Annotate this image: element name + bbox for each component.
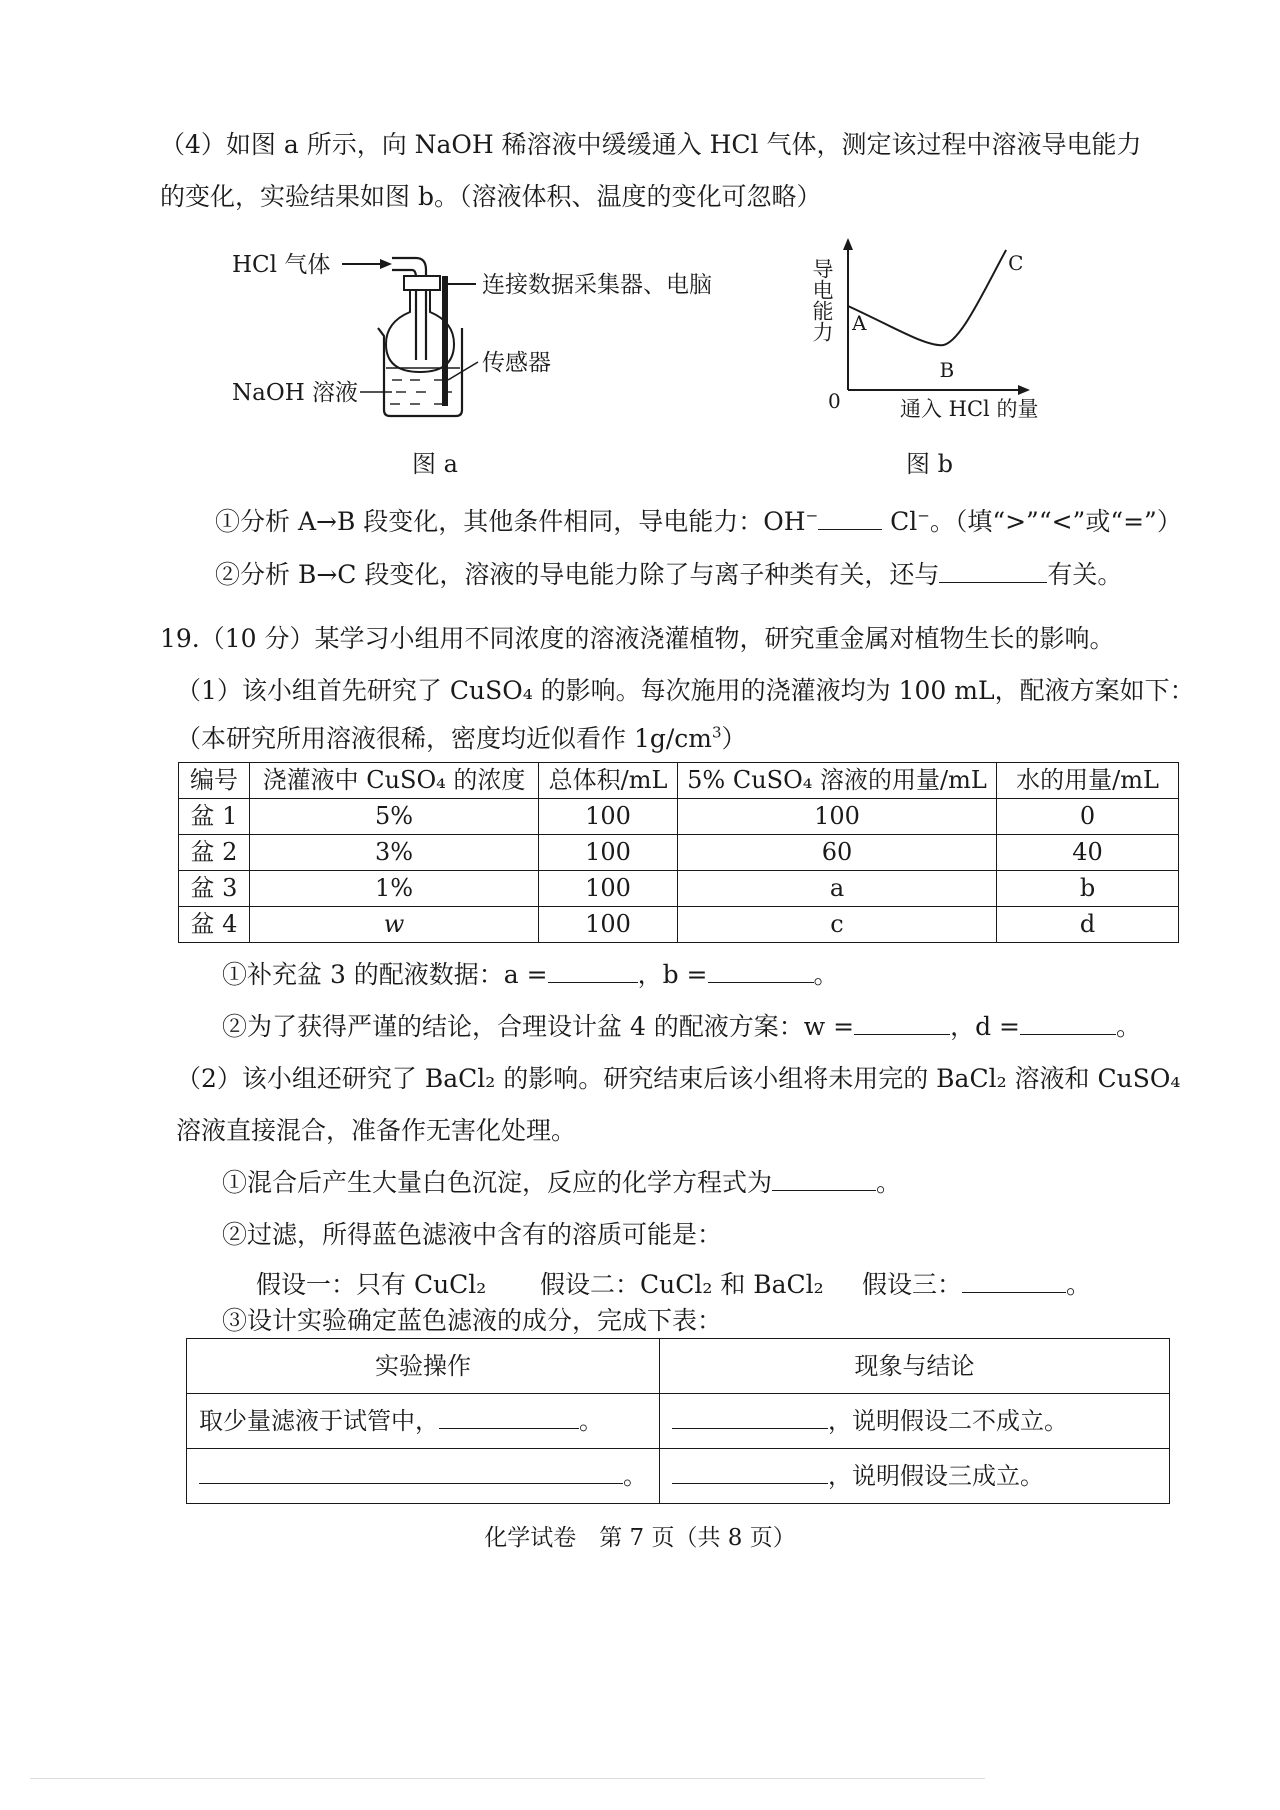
chart-ylabel: 导电能力	[810, 258, 834, 342]
q18-sub1-cl: Cl	[890, 507, 918, 536]
table-cell: 3%	[250, 835, 539, 871]
answer-blank-res1[interactable]	[672, 1406, 828, 1429]
table-cell: 100	[539, 907, 678, 943]
experiment-table	[186, 1338, 1170, 1504]
density-note: （本研究所用溶液很稀，密度均近似看作 1g/cm	[176, 724, 712, 753]
answer-blank-equation[interactable]	[772, 1168, 876, 1191]
table-row	[179, 871, 1179, 907]
q18-sub2	[215, 558, 1122, 592]
table-cell	[660, 1449, 1170, 1504]
table-cell: 60	[678, 835, 997, 871]
figure-a-apparatus	[220, 240, 760, 440]
answer-blank-res2[interactable]	[672, 1461, 828, 1484]
q19-sub1-b: ，b =	[637, 960, 708, 989]
hypothesis-3	[862, 1268, 1091, 1302]
q19-part1-line2	[176, 722, 747, 756]
hypothesis-3-label: 假设三：	[862, 1270, 963, 1299]
table-cell: d	[997, 907, 1179, 943]
table-cell: 100	[539, 799, 678, 835]
answer-blank[interactable]	[939, 560, 1047, 583]
table-cell: w	[250, 907, 539, 943]
label-hcl-gas: HCl 气体	[232, 252, 331, 278]
chart-origin: 0	[828, 389, 841, 413]
table-cell: 0	[997, 799, 1179, 835]
q18-4-line1: （4）如图 a 所示，向 NaOH 稀溶液中缓缓通入 HCl 气体，测定该过程中溶液导电能力	[160, 130, 1142, 159]
page-footer: 化学试卷 第 7 页（共 8 页）	[484, 1525, 796, 1551]
arrow-head-icon	[380, 259, 392, 269]
table-cell: a	[678, 871, 997, 907]
operation-text: 取少量滤液于试管中，	[199, 1406, 439, 1435]
table-cell: 100	[678, 799, 997, 835]
table-cell: 盆 1	[179, 799, 250, 835]
period: 。	[623, 1461, 647, 1490]
table-cell	[660, 1394, 1170, 1449]
q19-sub2-text: ②为了获得严谨的结论，合理设计盆 4 的配液方案：w =	[222, 1012, 855, 1041]
table-header: 浇灌液中 CuSO₄ 的浓度	[250, 763, 539, 799]
answer-blank-a[interactable]	[548, 960, 638, 983]
q18-sub2-text: ②分析 B→C 段变化，溶液的导电能力除了与离子种类有关，还与	[215, 560, 940, 589]
answer-blank-b[interactable]	[708, 960, 814, 983]
superscript-minus: −	[805, 506, 819, 525]
chart-xlabel: 通入 HCl 的量	[900, 397, 1039, 421]
figure-b-chart	[800, 238, 1080, 438]
series-line	[848, 250, 1006, 345]
label-naoh: NaOH 溶液	[232, 380, 359, 406]
label-sensor: 传感器	[482, 350, 551, 376]
table-header: 实验操作	[187, 1339, 660, 1394]
answer-blank-op2[interactable]	[199, 1461, 623, 1484]
period: 。	[813, 960, 839, 989]
table-header: 总体积/mL	[539, 763, 678, 799]
q19-title: 19.（10 分）某学习小组用不同浓度的溶液浇灌植物，研究重金属对植物生长的影响。	[160, 624, 1115, 653]
table-row	[179, 907, 1179, 943]
hypothesis-2: 假设二：CuCl₂ 和 BaCl₂	[540, 1270, 824, 1299]
table-cell: 100	[539, 835, 678, 871]
q19-part2-sub2: ②过滤，所得蓝色滤液中含有的溶质可能是：	[222, 1220, 723, 1249]
result-text: ，说明假设三成立。	[828, 1461, 1044, 1490]
solution-table	[178, 762, 1179, 943]
table-cell: c	[678, 907, 997, 943]
bottom-divider	[30, 1778, 985, 1779]
label-connect: 连接数据采集器、电脑	[482, 272, 712, 298]
period: 。	[1066, 1270, 1092, 1299]
q19-sub1-text: ①补充盆 3 的配液数据：a =	[222, 960, 548, 989]
q19-sub2	[222, 1010, 1141, 1044]
table-cell: 1%	[250, 871, 539, 907]
figure-b-caption: 图 b	[906, 450, 953, 478]
y-axis-arrow-icon	[843, 238, 853, 250]
table-header: 编号	[179, 763, 250, 799]
q19-sub2-d: ，d =	[950, 1012, 1021, 1041]
table-cell	[187, 1449, 660, 1504]
point-a-label: A	[852, 311, 867, 335]
table-row	[179, 835, 1179, 871]
table-cell: 盆 2	[179, 835, 250, 871]
answer-blank-hyp3[interactable]	[962, 1270, 1066, 1293]
answer-blank-op1[interactable]	[439, 1406, 579, 1429]
table-cell: 40	[997, 835, 1179, 871]
equation-prompt: ①混合后产生大量白色沉淀，反应的化学方程式为	[222, 1168, 773, 1197]
q19-part1-line1: （1）该小组首先研究了 CuSO₄ 的影响。每次施用的浇灌液均为 100 mL，配液方案如下：	[176, 676, 1195, 705]
q19-part2-line1: （2）该小组还研究了 BaCl₂ 的影响。研究结束后该小组将未用完的 BaCl₂ 溶液和 CuSO₄	[176, 1064, 1181, 1093]
q19-part2-line2: 溶液直接混合，准备作无害化处理。	[176, 1116, 577, 1145]
table-row	[179, 799, 1179, 835]
figure-a-caption: 图 a	[412, 450, 458, 478]
period: 。	[1116, 1012, 1142, 1041]
table-cell: b	[997, 871, 1179, 907]
table-row	[187, 1394, 1170, 1449]
period: 。	[876, 1168, 902, 1197]
point-c-label: C	[1008, 251, 1024, 275]
q18-sub1-hint: 。（填“>”“<”或“=”）	[929, 507, 1182, 536]
answer-blank-d[interactable]	[1020, 1012, 1116, 1035]
result-text: ，说明假设二不成立。	[828, 1406, 1068, 1435]
x-axis-arrow-icon	[1018, 385, 1030, 395]
paren-close: ）	[721, 724, 747, 753]
table-cell: 盆 4	[179, 907, 250, 943]
superscript-3: 3	[712, 723, 722, 742]
answer-blank[interactable]	[818, 507, 882, 530]
table-row	[187, 1449, 1170, 1504]
answer-blank-w[interactable]	[854, 1012, 950, 1035]
q18-sub2-tail: 有关。	[1047, 560, 1123, 589]
q18-sub1	[215, 505, 1182, 539]
table-header: 现象与结论	[660, 1339, 1170, 1394]
table-cell: 5%	[250, 799, 539, 835]
q19-sub1	[222, 958, 839, 992]
q19-part2-sub3: ③设计实验确定蓝色滤液的成分，完成下表：	[222, 1306, 723, 1335]
table-header: 水的用量/mL	[997, 763, 1179, 799]
table-header-row	[179, 763, 1179, 799]
q19-part2-sub1	[222, 1166, 901, 1200]
sensor-probe	[442, 276, 448, 406]
point-b-label: B	[939, 358, 955, 383]
table-cell	[187, 1394, 660, 1449]
q18-4-line2: 的变化，实验结果如图 b。（溶液体积、温度的变化可忽略）	[160, 182, 822, 211]
table-header-row	[187, 1339, 1170, 1394]
stopper	[404, 276, 440, 290]
table-cell: 盆 3	[179, 871, 250, 907]
q18-sub1-text: ①分析 A→B 段变化，其他条件相同，导电能力：OH	[215, 507, 806, 536]
hypothesis-1: 假设一：只有 CuCl₂	[256, 1270, 487, 1299]
table-header: 5% CuSO₄ 溶液的用量/mL	[678, 763, 997, 799]
table-cell: 100	[539, 871, 678, 907]
period: 。	[579, 1406, 603, 1435]
superscript-minus: −	[917, 506, 930, 525]
